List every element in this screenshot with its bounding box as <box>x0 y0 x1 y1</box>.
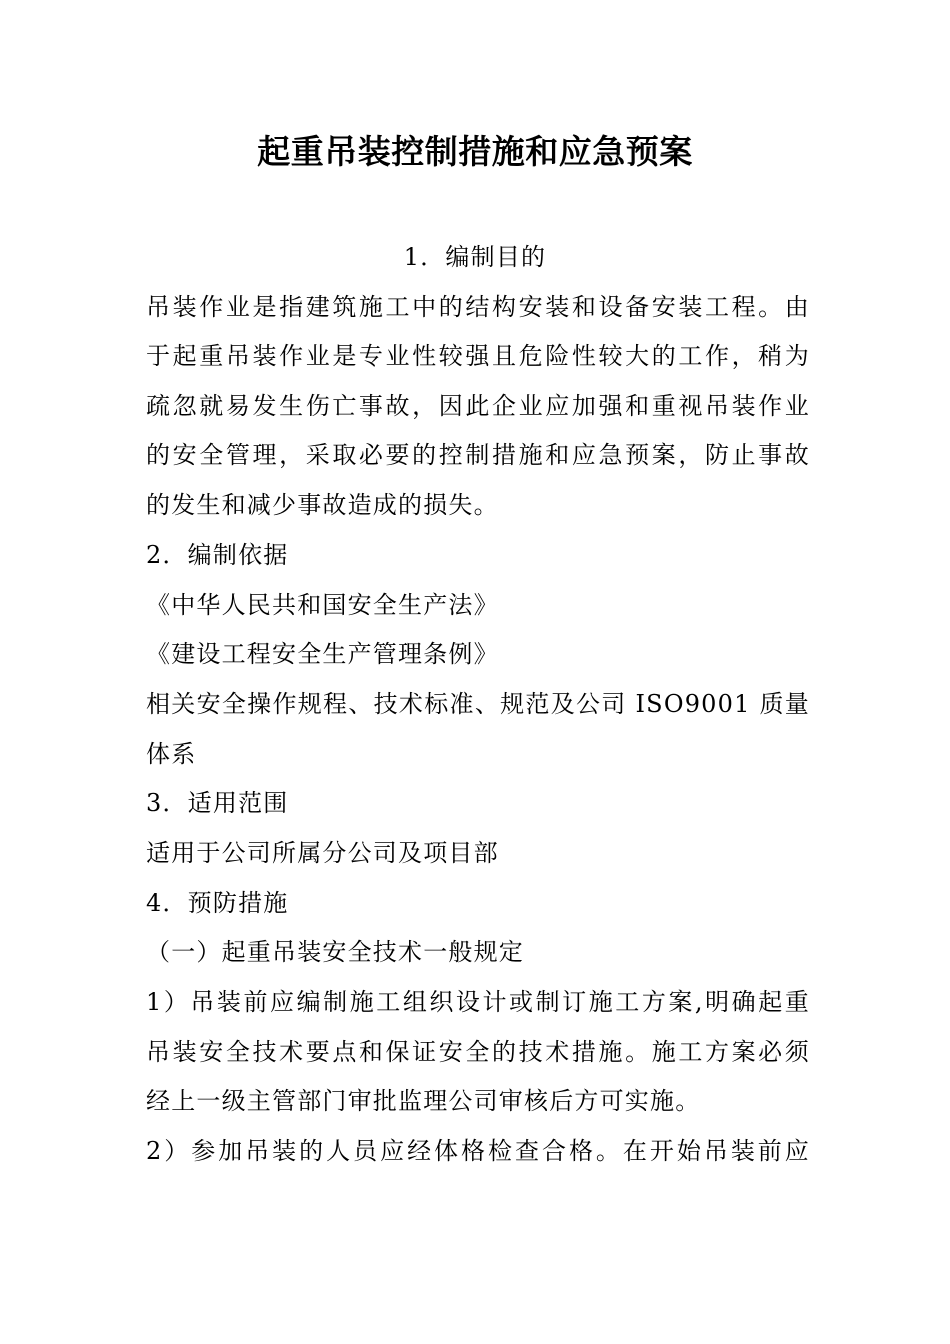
section-heading-prevention: 4．预防措施 <box>146 889 289 917</box>
paragraph-line: 的安全管理，采取必要的控制措施和应急预案，防止事故 <box>146 441 810 469</box>
section-heading-purpose: 1．编制目的 <box>403 243 547 271</box>
list-item-line: 吊装安全技术要点和保证安全的技术措施。施工方案必须 <box>146 1038 810 1066</box>
list-item-line: 经上一级主管部门审批监理公司审核后方可实施。 <box>146 1087 701 1115</box>
paragraph-line: 疏忽就易发生伤亡事故，因此企业应加强和重视吊装作业 <box>146 392 810 420</box>
scope-text: 适用于公司所属分公司及项目部 <box>146 839 499 867</box>
list-item-line: 1）吊装前应编制施工组织设计或制订施工方案,明确起重 <box>146 988 810 1016</box>
paragraph-line: 的发生和减少事故造成的损失。 <box>146 491 499 519</box>
reference-law: 《中华人民共和国安全生产法》 <box>146 591 499 619</box>
list-item-line: 2）参加吊装的人员应经体格检查合格。在开始吊装前应 <box>146 1137 810 1165</box>
subsection-heading-general-rules: （一）起重吊装安全技术一般规定 <box>146 938 524 966</box>
reference-regulation: 《建设工程安全生产管理条例》 <box>146 640 499 668</box>
paragraph-line: 吊装作业是指建筑施工中的结构安装和设备安装工程。由 <box>146 293 810 321</box>
reference-standards-continued: 体系 <box>146 740 197 768</box>
section-heading-scope: 3．适用范围 <box>146 789 289 817</box>
paragraph-line: 于起重吊装作业是专业性较强且危险性较大的工作，稍为 <box>146 342 810 370</box>
document-title: 起重吊装控制措施和应急预案 <box>257 132 693 171</box>
section-heading-basis: 2．编制依据 <box>146 541 289 569</box>
reference-standards: 相关安全操作规程、技术标准、规范及公司 ISO9001 质量 <box>146 690 810 718</box>
